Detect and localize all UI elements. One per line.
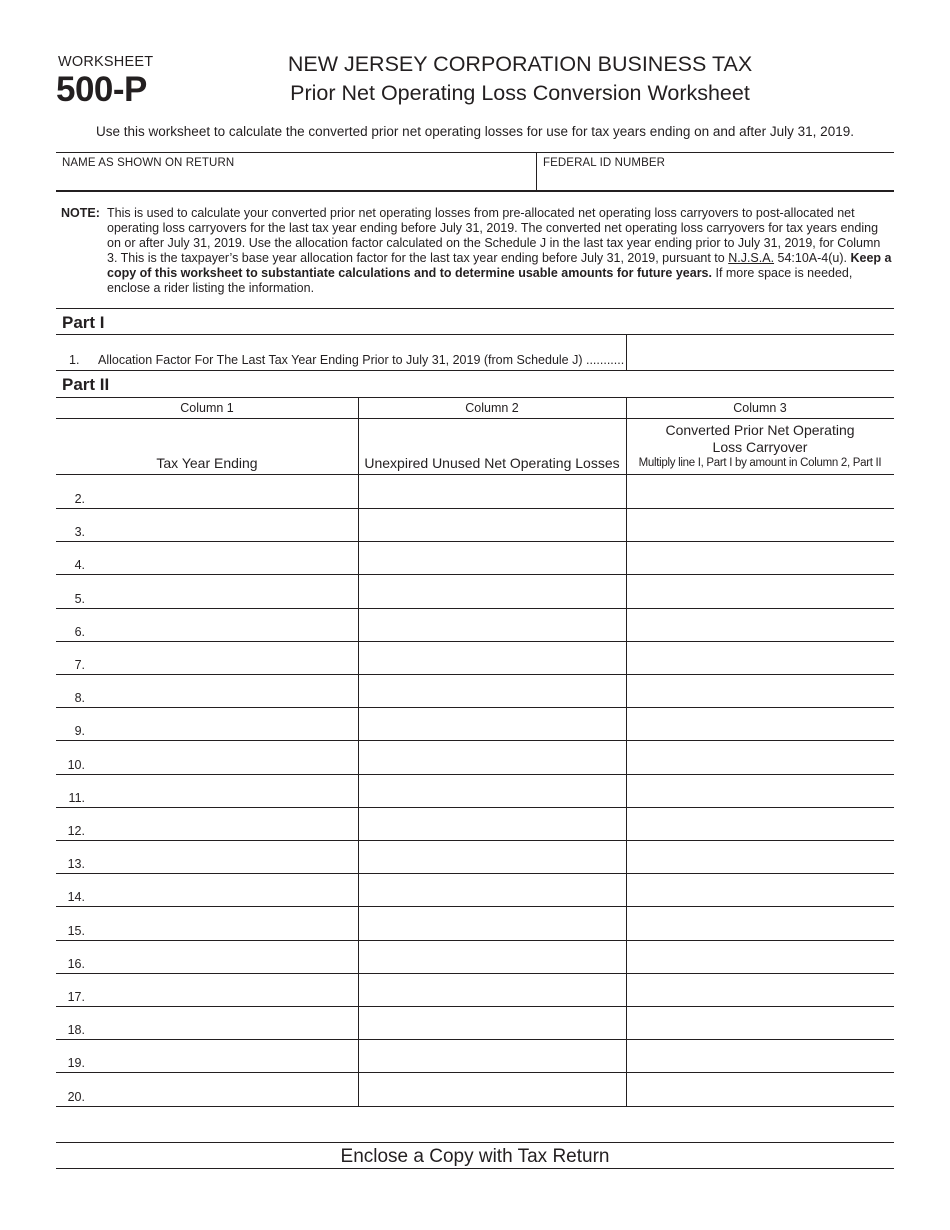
table-row: [56, 873, 894, 907]
table-row: [56, 674, 894, 708]
row-number: 16.: [67, 956, 85, 971]
table-row: [56, 973, 894, 1007]
converted-nol-input[interactable]: [630, 811, 894, 839]
divider: [56, 397, 894, 398]
column3-header: Column 3: [733, 401, 787, 415]
table-row: [56, 840, 894, 874]
line1-number: 1.: [69, 353, 80, 367]
row-number: 6.: [74, 624, 85, 639]
name-field[interactable]: [62, 171, 532, 191]
tax-year-ending-input[interactable]: [92, 512, 358, 540]
converted-nol-input[interactable]: [630, 944, 894, 972]
note-bold: Keep a copy of this worksheet to substantiate calculations and to determine usable amounts for future years.: [107, 251, 892, 280]
divider: [56, 1168, 894, 1169]
converted-nol-input[interactable]: [630, 844, 894, 872]
unused-nol-input[interactable]: [362, 977, 626, 1005]
note-statute-cite: 54:10A-4(u).: [774, 251, 851, 265]
tax-year-ending-input[interactable]: [92, 711, 358, 739]
divider: [56, 418, 894, 419]
converted-nol-input[interactable]: [630, 512, 894, 540]
note-end: If more space is needed, enclose a rider listing the information.: [107, 266, 853, 295]
tax-year-ending-input[interactable]: [92, 479, 358, 507]
tax-year-ending-input[interactable]: [92, 1010, 358, 1038]
name-field-label: NAME AS SHOWN ON RETURN: [62, 157, 235, 169]
table-row: [56, 907, 894, 941]
page-subtitle: Prior Net Operating Loss Conversion Worksheet: [290, 81, 750, 105]
tax-year-ending-input[interactable]: [92, 545, 358, 573]
table-row: [56, 940, 894, 974]
row-number: 7.: [74, 658, 85, 672]
unused-nol-input[interactable]: [362, 711, 626, 739]
unused-nol-input[interactable]: [362, 479, 626, 507]
line1-label: Allocation Factor For The Last Tax Year Ending Prior to July 31, 2019 (from Schedule J) ...........: [98, 353, 625, 367]
table-row: [56, 608, 894, 642]
row-number: 20.: [67, 1089, 85, 1104]
fein-field-label: FEDERAL ID NUMBER: [543, 157, 666, 169]
column1-header: Column 1: [180, 401, 234, 415]
row-number: 4.: [74, 558, 85, 573]
table-row: [56, 641, 894, 675]
row-number: 10.: [67, 757, 85, 772]
divider: [56, 370, 894, 371]
fein-field[interactable]: [543, 171, 892, 191]
unused-nol-input[interactable]: [362, 678, 626, 706]
table-row: [56, 774, 894, 808]
table-row: [56, 508, 894, 542]
unused-nol-input[interactable]: [362, 1010, 626, 1038]
column1-label: Tax Year Ending: [156, 455, 258, 471]
tax-year-ending-input[interactable]: [92, 811, 358, 839]
row-number: 5.: [74, 591, 85, 606]
unused-nol-input[interactable]: [362, 1043, 626, 1071]
tax-year-ending-input[interactable]: [92, 778, 358, 806]
divider: [56, 308, 894, 309]
divider: [536, 152, 537, 191]
row-number: 12.: [67, 824, 85, 838]
column3-instruction: Multiply line I, Part I by amount in Column 2, Part II: [638, 457, 882, 469]
tax-year-ending-input[interactable]: [92, 1077, 358, 1105]
converted-nol-input[interactable]: [630, 1077, 894, 1105]
unused-nol-input[interactable]: [362, 545, 626, 573]
column3-label-line2: Loss Carryover: [712, 439, 808, 455]
tax-year-ending-input[interactable]: [92, 579, 358, 607]
row-number: 3.: [74, 525, 85, 540]
converted-nol-input[interactable]: [630, 745, 894, 773]
divider: [626, 334, 627, 371]
converted-nol-input[interactable]: [630, 778, 894, 806]
worksheet-label: WORKSHEET: [58, 54, 154, 70]
converted-nol-input[interactable]: [630, 1010, 894, 1038]
row-number: 19.: [67, 1056, 85, 1071]
unused-nol-input[interactable]: [362, 844, 626, 872]
table-row: [56, 807, 894, 841]
converted-nol-input[interactable]: [630, 711, 894, 739]
divider: [56, 152, 894, 153]
converted-nol-input[interactable]: [630, 545, 894, 573]
note-body: This is used to calculate your converted prior net operating losses from pre-allocated net operating loss carryovers to post-allocated net operating loss carryovers for the last tax year ending before July 31, 2019. The converted net operating loss carryovers for tax years ending on or after July 31, 2019. Use the allocation factor calculated on the Schedule J in the last tax year ending prior to July 31, 2019, for Column 3. This is the taxpayer’s base year allocation factor for the last tax year ending before July 31, 2019, pursuant to: [107, 206, 881, 265]
row-number: 17.: [67, 990, 85, 1004]
unused-nol-input[interactable]: [362, 778, 626, 806]
converted-nol-input[interactable]: [630, 479, 894, 507]
converted-nol-input[interactable]: [630, 612, 894, 640]
note-statute: N.J.S.A.: [728, 251, 775, 265]
row-number: 11.: [68, 790, 85, 805]
row-number: 15.: [67, 923, 85, 938]
unused-nol-input[interactable]: [362, 944, 626, 972]
form-number: 500-P: [56, 70, 147, 109]
allocation-factor-input[interactable]: [632, 342, 892, 368]
table-row: [56, 1039, 894, 1073]
tax-year-ending-input[interactable]: [92, 844, 358, 872]
row-number: 9.: [74, 724, 85, 739]
unused-nol-input[interactable]: [362, 877, 626, 905]
page-title: NEW JERSEY CORPORATION BUSINESS TAX: [287, 52, 753, 76]
unused-nol-input[interactable]: [362, 612, 626, 640]
column3-label-line1: Converted Prior Net Operating: [665, 422, 855, 438]
tax-year-ending-input[interactable]: [92, 612, 358, 640]
table-row: [56, 541, 894, 575]
row-number: 2.: [74, 492, 85, 506]
converted-nol-input[interactable]: [630, 977, 894, 1005]
part2-title: Part II: [62, 375, 110, 394]
unused-nol-input[interactable]: [362, 911, 626, 939]
tax-year-ending-input[interactable]: [92, 911, 358, 939]
converted-nol-input[interactable]: [630, 645, 894, 673]
converted-nol-input[interactable]: [630, 877, 894, 905]
column2-header: Column 2: [465, 401, 519, 415]
table-row: [56, 707, 894, 741]
unused-nol-input[interactable]: [362, 745, 626, 773]
table-row: [56, 475, 894, 509]
unused-nol-input[interactable]: [362, 512, 626, 540]
row-number: 13.: [67, 857, 85, 872]
divider: [56, 334, 894, 335]
tax-year-ending-input[interactable]: [92, 745, 358, 773]
part1-title: Part I: [62, 313, 105, 332]
tax-year-ending-input[interactable]: [92, 678, 358, 706]
row-number: 18.: [67, 1023, 85, 1038]
unused-nol-input[interactable]: [362, 579, 626, 607]
converted-nol-input[interactable]: [630, 911, 894, 939]
intro-text: Use this worksheet to calculate the converted prior net operating losses for use for tax years ending on and after July 31, 2019.: [96, 124, 854, 139]
row-number: 14.: [67, 890, 85, 905]
tax-year-ending-input[interactable]: [92, 944, 358, 972]
unused-nol-input[interactable]: [362, 811, 626, 839]
tax-year-ending-input[interactable]: [92, 877, 358, 905]
row-number: 8.: [74, 691, 85, 706]
tax-year-ending-input[interactable]: [92, 977, 358, 1005]
note-text: [107, 206, 893, 296]
footer-text: Enclose a Copy with Tax Return: [340, 1146, 610, 1167]
table-row: [56, 575, 894, 609]
table-row: [56, 1006, 894, 1040]
tax-year-ending-input[interactable]: [92, 1043, 358, 1071]
unused-nol-input[interactable]: [362, 645, 626, 673]
tax-year-ending-input[interactable]: [92, 645, 358, 673]
divider: [56, 1142, 894, 1143]
table-row: [56, 741, 894, 775]
converted-nol-input[interactable]: [630, 1043, 894, 1071]
column2-label: Unexpired Unused Net Operating Losses: [364, 455, 620, 471]
table-row: [56, 1073, 894, 1107]
unused-nol-input[interactable]: [362, 1077, 626, 1105]
note-label: NOTE:: [61, 206, 100, 220]
converted-nol-input[interactable]: [630, 579, 894, 607]
converted-nol-input[interactable]: [630, 678, 894, 706]
